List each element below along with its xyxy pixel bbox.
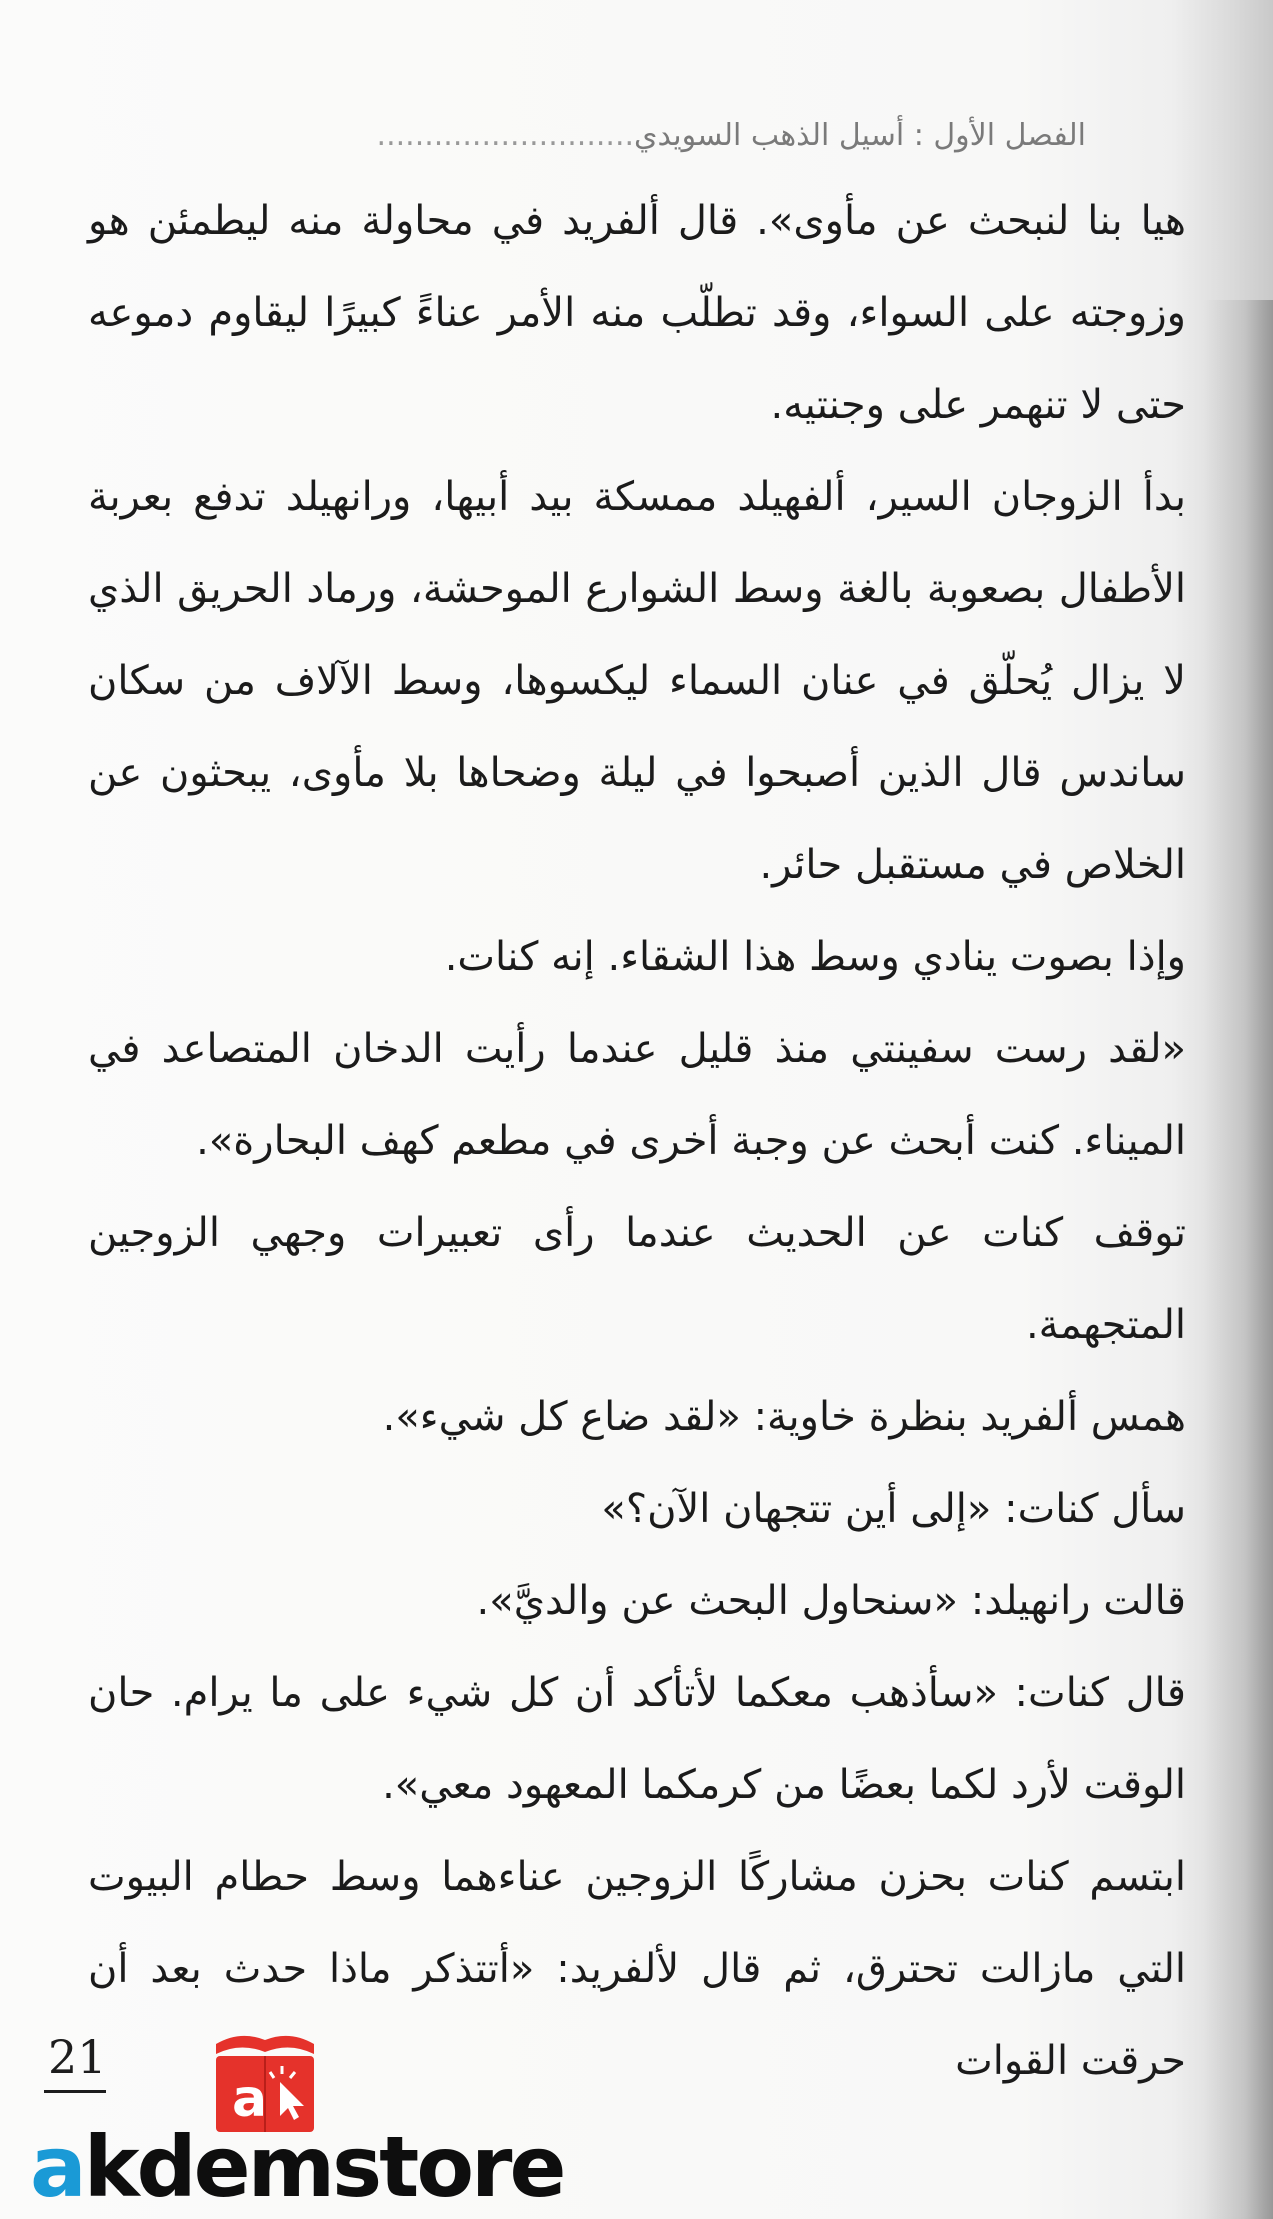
page-number: 21 bbox=[48, 2030, 107, 2084]
running-head-title: الفصل الأول : أسيل الذهب السويدي bbox=[634, 118, 1086, 153]
paragraph: همس ألفريد بنظرة خاوية: «لقد ضاع كل شيء». bbox=[382, 1394, 1186, 1440]
chapter-body bbox=[88, 175, 1186, 2107]
paragraph: قال كنات: «سأذهب معكما لأتأكد أن كل شيء على ما يرام. حان الوقت لأرد لكما بعضًا من كرمكما المعهود معي». bbox=[88, 1670, 1186, 1808]
paragraph: توقف كنات عن الحديث عندما رأى تعبيرات وجهي الزوجين المتجهمة. bbox=[88, 1210, 1186, 1348]
paragraph: «لقد رست سفينتي منذ قليل عندما رأيت الدخان المتصاعد في الميناء. كنت أبحث عن وجبة أخرى في مطعم كهف البحارة». bbox=[88, 1026, 1186, 1164]
page-number-rule bbox=[44, 2090, 106, 2093]
brand-wordmark bbox=[30, 2118, 563, 2216]
paragraph: ابتسم كنات بحزن مشاركًا الزوجين عناءهما وسط حطام البيوت التي مازالت تحترق، ثم قال لألفريد: «أتتذكر ماذا حدث بعد أن حرقت القوات bbox=[88, 1854, 1186, 2084]
page-gutter-shadow bbox=[1203, 300, 1273, 2219]
paragraph: بدأ الزوجان السير، ألفهيلد ممسكة بيد أبيها، ورانهيلد تدفع بعربة الأطفال بصعوبة بالغة وسط الشوارع الموحشة، ورماد الحريق الذي لا يزال يُحلّق في عنان السماء ليكسوها، وسط الآلاف من سكان ساندس قال الذين أصبحوا في ليلة وضحاها بلا مأوى، يبحثون عن الخلاص في مستقبل حائر. bbox=[88, 474, 1186, 888]
paragraph: وإذا بصوت ينادي وسط هذا الشقاء. إنه كنات. bbox=[444, 934, 1186, 980]
running-head-leader: ........................... bbox=[376, 118, 635, 153]
brand-wordmark-prefix: a bbox=[30, 2118, 84, 2216]
logo-letter: a bbox=[232, 2069, 268, 2129]
brand-wordmark-rest: kdemstore bbox=[83, 2118, 564, 2216]
paragraph: قالت رانهيلد: «سنحاول البحث عن والديَّ». bbox=[476, 1578, 1186, 1624]
running-head bbox=[86, 118, 1086, 153]
paragraph: هيا بنا لنبحث عن مأوى». قال ألفريد في محاولة منه ليطمئن هو وزوجته على السواء، وقد تطلّب منه الأمر عناءً كبيرًا ليقاوم دموعه حتى لا تنهمر على وجنتيه. bbox=[88, 198, 1186, 428]
paragraph: سأل كنات: «إلى أين تتجهان الآن؟» bbox=[601, 1486, 1186, 1532]
